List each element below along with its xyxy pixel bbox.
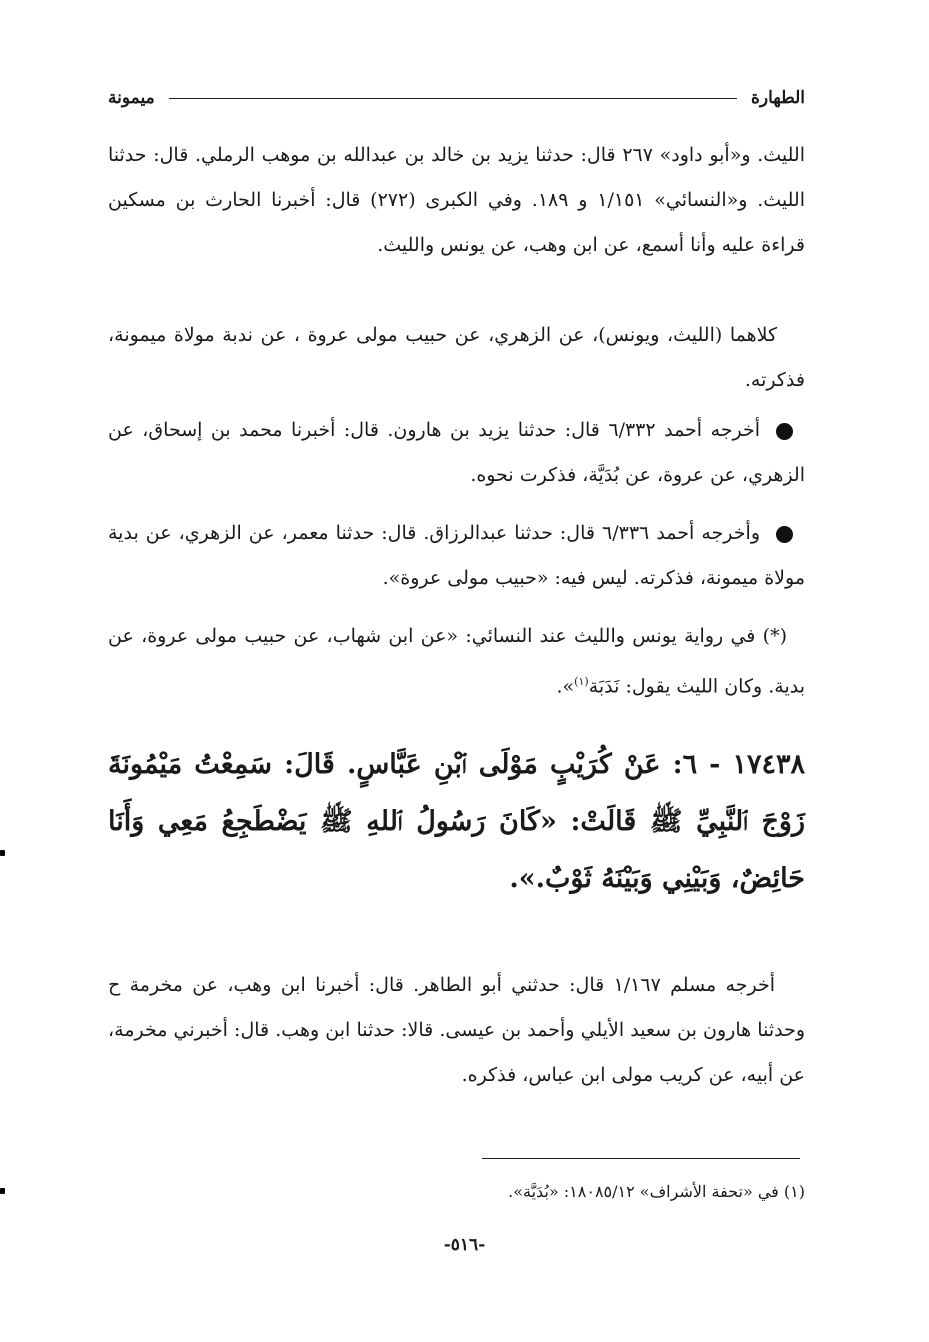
paragraph-6: أخرجه مسلم ١/١٦٧ قال: حدثني أبو الطاهر. قال: أخبرنا ابن وهب، عن مخرمة ح وحدثنا هارون بن سعيد الأيلي وأحمد بن عيسى. قالا: حدثنا ابن وهب. قال: أخبرني مخرمة، عن أبيه، عن كريب مولى ابن عباس، فذكره. — [108, 974, 805, 1086]
paragraph-1: الليث. و«أبو داود» ٢٦٧ قال: حدثنا يزيد بن خالد بن عبدالله بن موهب الرملي. قال: حدثنا الليث. و«النسائي» ١/١٥١ و ١٨٩. وفي الكبرى (٢٧٢) قال: أخبرنا الحارث بن مسكين قراءة عليه وأنا أسمع، عن ابن وهب، عن يونس والليث. — [108, 144, 805, 256]
chapter-title: الطهارة — [751, 88, 805, 108]
bullet-icon — [776, 526, 793, 543]
paragraph-5-end: ». — [556, 675, 575, 698]
bullet-icon — [776, 423, 793, 440]
header-rule — [169, 98, 737, 99]
paragraph-4 — [108, 511, 805, 601]
scan-mark — [0, 850, 5, 856]
paragraph-3 — [108, 408, 805, 498]
scan-mark — [0, 1188, 5, 1194]
paragraph-5-note — [108, 614, 805, 709]
paragraph-4-text: وأخرجه أحمد ٦/٣٣٦ قال: حدثنا عبدالرزاق. قال: حدثنا معمر، عن الزهري، عن بدية مولاة ميمونة، فذكرته. ليس فيه: «حبيب مولى عروة». — [108, 522, 805, 589]
hadith-text: ١٧٤٣٨ - ٦: عَنْ كُرَيْبٍ مَوْلَى ٱبْنِ عَبَّاسٍ. قَالَ: سَمِعْتُ مَيْمُونَةَ زَوْجَ ٱلنَّبِيِّ ﷺ قَالَتْ: «كَانَ رَسُولُ ٱللهِ ﷺ يَضْطَجِعُ مَعِي وَأَنَا حَائِضٌ، وَبَيْنِي وَبَيْنَهُ ثَوْبٌ.». — [108, 749, 805, 894]
footnote-reference: (١) — [574, 675, 589, 688]
topic-title: ميمونة — [108, 88, 155, 108]
paragraph-2: كلاهما (الليث، ويونس)، عن الزهري، عن حبيب مولى عروة ، عن ندبة مولاة ميمونة، فذكرته. — [108, 324, 805, 391]
page-number: -٥١٦- — [443, 1235, 486, 1255]
paragraph-5-text: (*) في رواية يونس والليث عند النسائي: «عن ابن شهاب، عن حبيب مولى عروة، عن بدية. وكان الليث يقول: نَدَبَة — [108, 625, 805, 698]
footnote: (١) في «تحفة الأشراف» ١٨٠٨٥/١٢: «بُدَيَّة». — [508, 1182, 805, 1201]
paragraph-3-text: أخرجه أحمد ٦/٣٣٢ قال: حدثنا يزيد بن هارون. قال: أخبرنا محمد بن إسحاق، عن الزهري، عن عروة، عن بُدَيَّة، فذكرت نحوه. — [108, 419, 805, 486]
footnote-rule — [482, 1158, 800, 1159]
running-header — [108, 84, 805, 112]
